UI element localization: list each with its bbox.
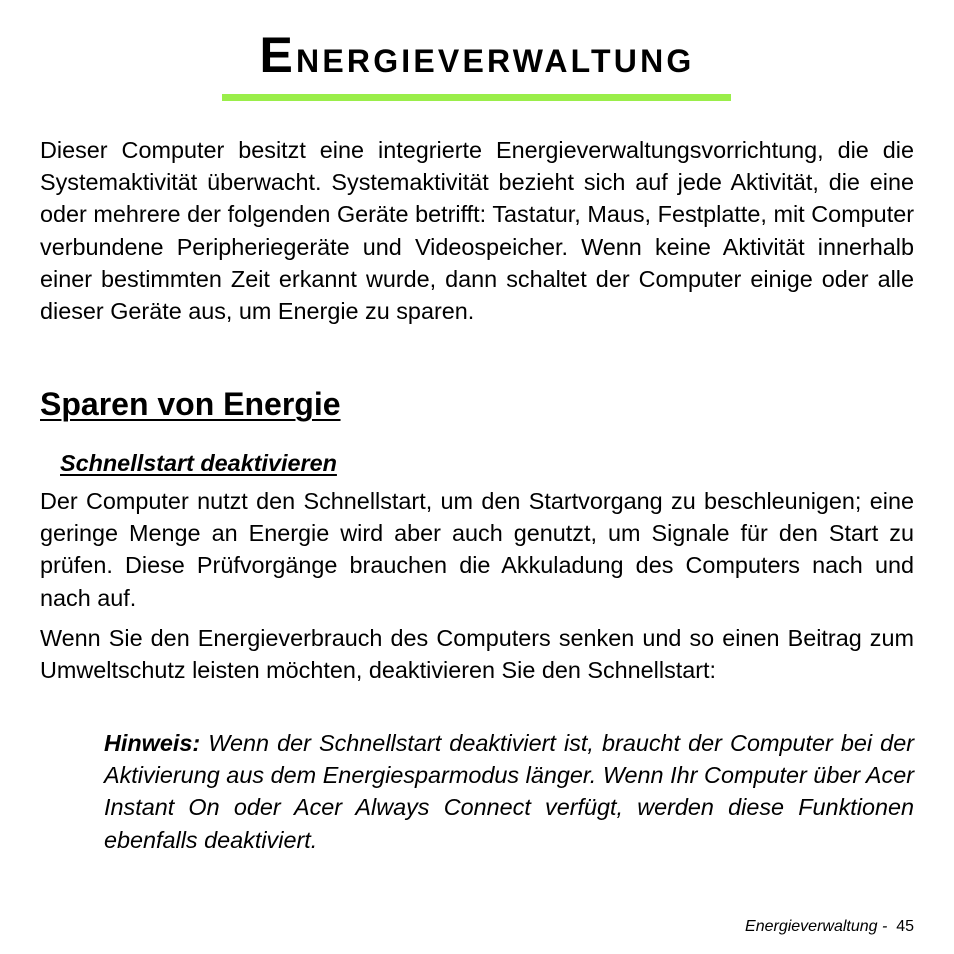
footer-chapter: Energieverwaltung - [745,918,897,935]
page-title [0,26,954,90]
note-block [104,727,914,856]
note-text: Wenn der Schnellstart deaktiviert ist, braucht der Computer bei der Aktivierung aus dem Energiesparmodus länger. Wenn Ihr Computer über Acer Instant On oder Acer Always Connect verfügt, werden diese Funktionen ebenfalls deaktiviert. [104,730,914,853]
intro-paragraph: Dieser Computer besitzt eine integrierte Energieverwaltungsvorrichtung, die die Systemaktivität überwacht. Systemaktivität bezieht sich auf jede Aktivität, die eine oder mehrere der folgenden Geräte betrifft: Tastatur, Maus, Festplatte, mit Computer verbundene Peripheriegeräte und Videospeicher. Wenn keine Aktivität innerhalb einer bestimmten Zeit erkannt wurde, dann schaltet der Computer einige oder alle dieser Geräte aus, um Energie zu sparen. [40,137,914,325]
section-paragraph-2: Wenn Sie den Energieverbrauch des Computers senken und so einen Beitrag zum Umweltschutz leisten möchten, deaktivieren Sie den Schnellstart: [40,625,914,684]
title-underline-bar [222,94,731,101]
page-footer [745,916,914,938]
title-rest: NERGIEVERWALTUNG [296,43,695,79]
page-number: 45 [896,918,914,935]
title-initial: E [259,27,297,83]
section-heading: Sparen von Energie [40,386,341,422]
sub-heading: Schnellstart deaktivieren [60,450,337,476]
section-paragraph-1: Der Computer nutzt den Schnellstart, um den Startvorgang zu beschleunigen; eine geringe Menge an Energie wird aber auch genutzt, um Signale für den Start zu prüfen. Diese Prüfvorgänge brauchen die Akkuladung des Computers nach und nach auf. [40,488,914,611]
note-label: Hinweis: [104,730,201,756]
